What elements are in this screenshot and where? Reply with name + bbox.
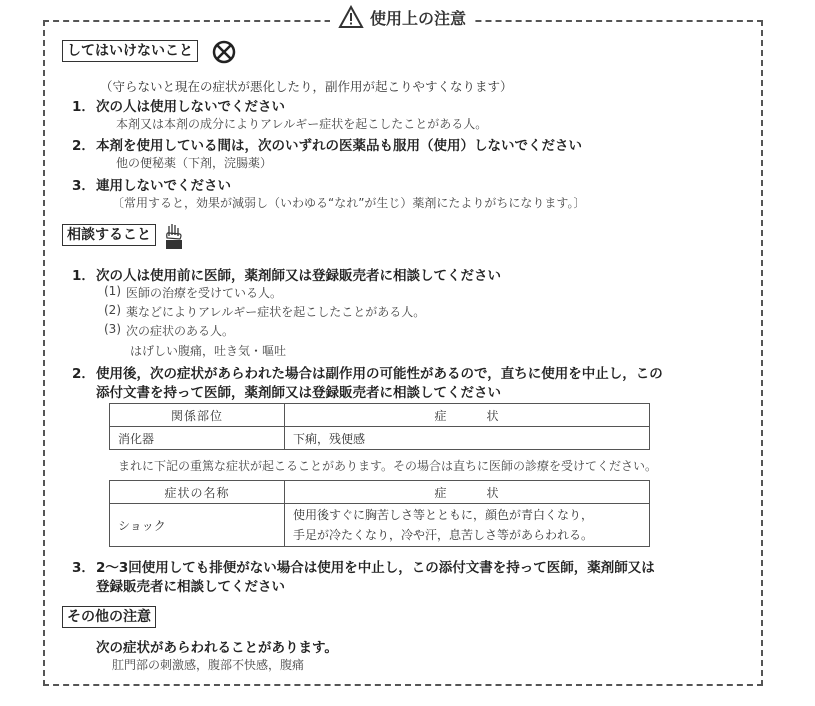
prohibited-item-2-detail: 他の便秘薬（下剤，浣腸薬） (116, 156, 273, 170)
serious-symptoms-table (109, 480, 650, 547)
sub-number: (2) (104, 303, 121, 317)
section-label-other: その他の注意 (62, 606, 156, 628)
section1-note: （守らないと現在の症状が悪化したり，副作用が起こりやすくなります） (100, 79, 513, 94)
table-cell: ショック (110, 504, 285, 547)
item-number: 2． (72, 138, 95, 154)
consult-item-3-heading-line2: 登録販売者に相談してください (96, 579, 285, 595)
table-row (110, 504, 650, 547)
side-effects-table (109, 403, 650, 450)
consult-symptoms: はげしい腹痛，吐き気・嘔吐 (130, 344, 287, 358)
consult-sub-1: 医師の治療を受けている人。 (126, 286, 283, 300)
table-row (110, 427, 650, 450)
rare-symptoms-note: まれに下記の重篤な症状が起こることがあります。その場合は直ちに医師の診療を受けてください。 (118, 459, 658, 473)
prohibited-item-3-heading: 連用しないでください (96, 178, 231, 194)
consult-sub-2: 薬などによりアレルギー症状を起こしたことがある人。 (126, 305, 426, 319)
item-number: 2． (72, 366, 95, 382)
table-header: 症 状 (285, 481, 650, 504)
table-header: 症状の名称 (110, 481, 285, 504)
page-title: 使用上の注意 (370, 8, 467, 28)
symptom-line: 使用後すぐに胸苦しさ等とともに，顔色が青白くなり， (293, 508, 594, 522)
prohibited-item-1-heading: 次の人は使用しないでください (96, 99, 285, 115)
consult-sub-3: 次の症状のある人。 (126, 324, 235, 338)
other-detail: 肛門部の刺激感，腹部不快感，腹痛 (112, 658, 305, 672)
consultation-hand-icon (162, 222, 186, 250)
table-header: 関係部位 (110, 404, 285, 427)
table-cell: 消化器 (110, 427, 285, 450)
title-bar (330, 2, 474, 32)
consult-item-3-heading-line1: 2～3回使用しても排便がない場合は使用を中止し，この添付文書を持って医師，薬剤師又は (96, 560, 655, 576)
table-cell (285, 504, 650, 547)
table-header: 症 状 (285, 404, 650, 427)
item-number: 1． (72, 99, 95, 115)
section-label-prohibited: してはいけないこと (62, 40, 198, 62)
item-number: 3． (72, 560, 95, 576)
sub-number: (1) (104, 284, 121, 298)
prohibited-x-icon (212, 40, 236, 64)
item-number: 1． (72, 268, 95, 284)
prohibited-item-2-heading: 本剤を使用している間は，次のいずれの医薬品も服用（使用）しないでください (96, 138, 582, 154)
sub-number: (3) (104, 322, 121, 336)
section-label-consult: 相談すること (62, 224, 156, 246)
consult-item-1-heading: 次の人は使用前に医師，薬剤師又は登録販売者に相談してください (96, 268, 501, 284)
table-cell: 下痢，残便感 (285, 427, 650, 450)
warning-triangle-icon (338, 5, 364, 29)
prohibited-item-3-detail: 〔常用すると，効果が減弱し（いわゆる“なれ”が生じ）薬剤にたよりがちになります。〕 (112, 196, 586, 210)
consult-item-2-heading-line1: 使用後，次の症状があらわれた場合は副作用の可能性があるので，直ちに使用を中止し，この (96, 366, 663, 382)
consult-item-2-heading-line2: 添付文書を持って医師，薬剤師又は登録販売者に相談してください (96, 385, 501, 401)
other-heading: 次の症状があらわれることがあります。 (96, 640, 338, 656)
prohibited-item-1-detail: 本剤又は本剤の成分によりアレルギー症状を起こしたことがある人。 (116, 117, 488, 131)
item-number: 3． (72, 178, 95, 194)
symptom-line: 手足が冷たくなり，冷や汗，息苦しさ等があらわれる。 (293, 528, 594, 542)
